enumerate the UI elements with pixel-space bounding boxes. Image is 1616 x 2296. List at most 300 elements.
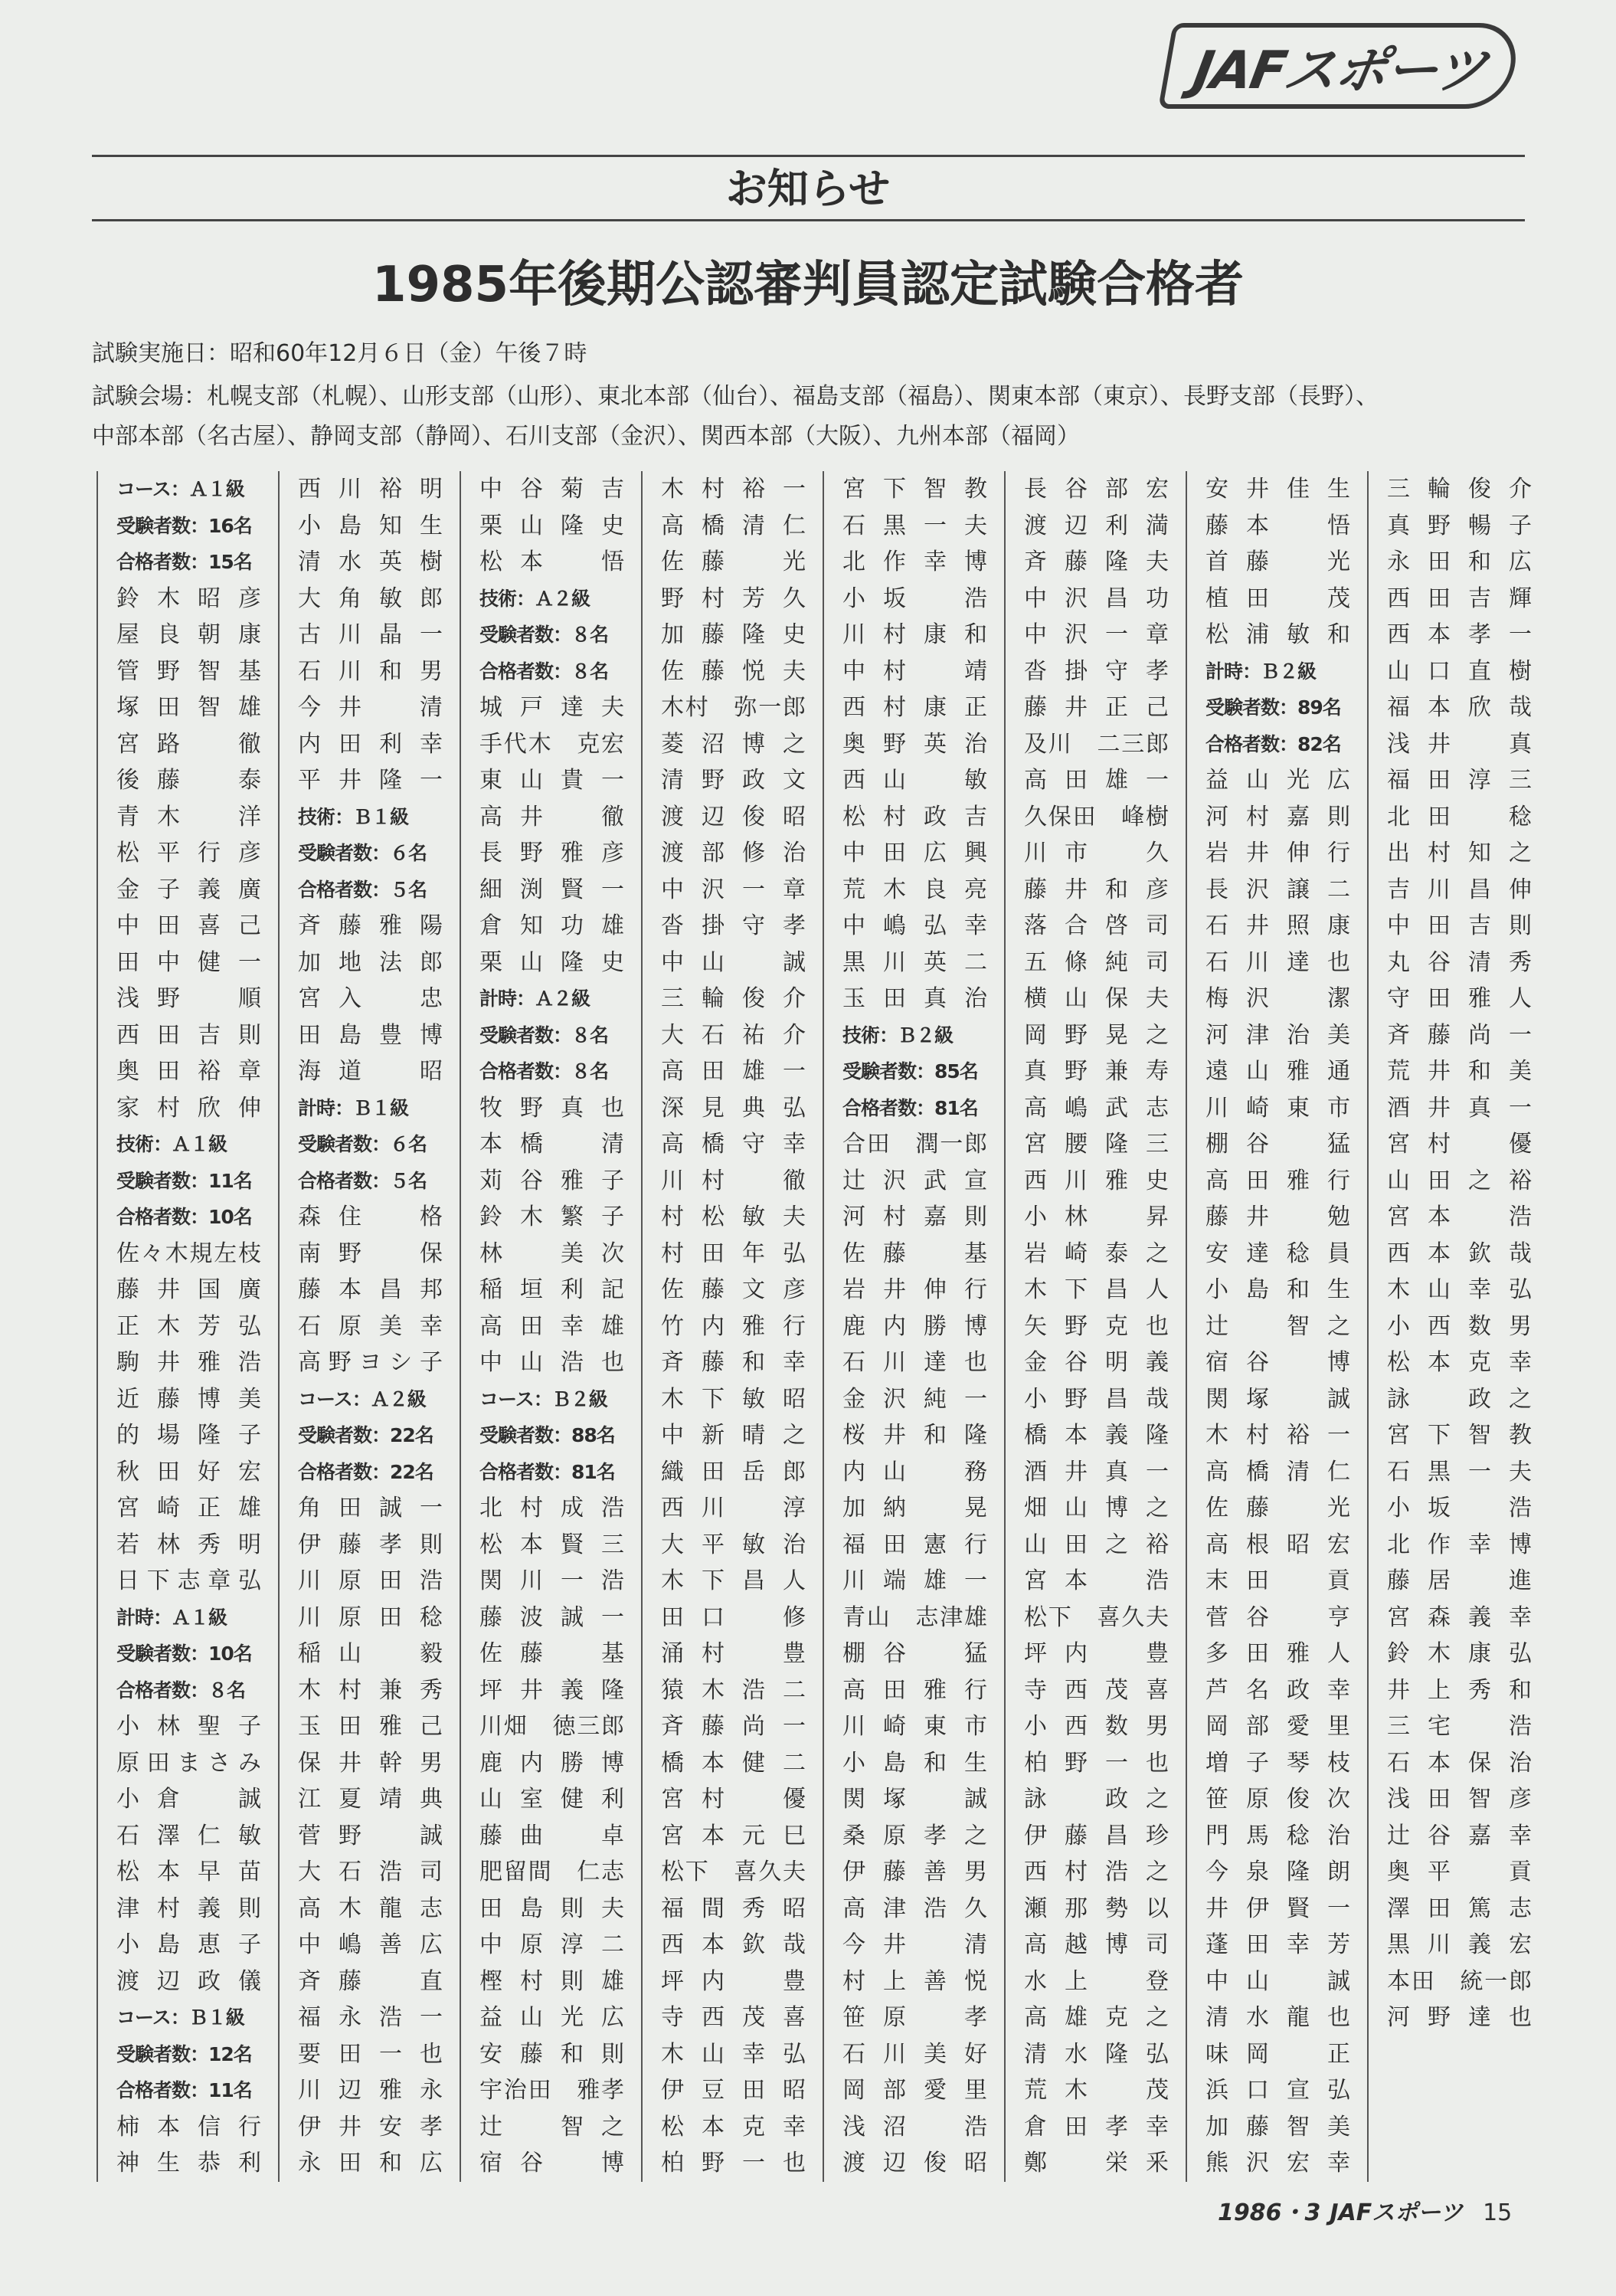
count-label: 合格者数：５名 [298, 878, 427, 901]
category-label: 計時：Ａ１級 [116, 1606, 227, 1629]
list-item: 末田 貢 [1205, 1567, 1350, 1594]
list-item: 中田吉則 [1387, 912, 1532, 939]
list-item: 松浦敏和 [1205, 621, 1350, 648]
name-column [1004, 471, 1186, 2182]
list-item: 中山 誠 [661, 948, 806, 976]
list-item: 山室健利 [479, 1786, 624, 1813]
list-item: 平井隆一 [298, 767, 443, 794]
list-item: 五條純司 [1024, 948, 1169, 976]
list-item: 屋良朝康 [116, 621, 261, 648]
list-item: 浜口宣弘 [1205, 2077, 1350, 2104]
list-item: 川崎東市 [1205, 1094, 1350, 1122]
category-label: 計時：Ｂ２級 [1205, 660, 1317, 683]
passer-list-table [97, 471, 1549, 2182]
list-item: 北田 稔 [1387, 803, 1532, 830]
list-item: 苅谷雅子 [479, 1167, 624, 1194]
list-item: 宮下智教 [842, 476, 987, 503]
list-item: 川村 徹 [661, 1167, 806, 1194]
list-item: 竹内雅行 [661, 1312, 806, 1340]
count-label: 合格者数：22名 [298, 1460, 433, 1483]
list-item: 真野暢子 [1387, 512, 1532, 539]
list-item: 井伊賢一 [1205, 1895, 1350, 1922]
list-item: 木下昌人 [661, 1567, 806, 1594]
list-item: 石本保治 [1387, 1749, 1532, 1777]
list-item: 水上 登 [1024, 1967, 1169, 1995]
list-item: 河野達也 [1387, 2004, 1532, 2031]
list-item: 荒木 茂 [1024, 2077, 1169, 2104]
count-label: 受験者数：16名 [116, 514, 252, 537]
list-item: 西川裕明 [298, 476, 443, 503]
category-label: 技術：Ａ１級 [116, 1133, 227, 1155]
list-item: 福永浩一 [298, 2004, 443, 2031]
list-item: 西本孝一 [1387, 621, 1532, 648]
list-item: 山口直樹 [1387, 657, 1532, 685]
name-column [1367, 471, 1549, 2182]
count-label: 合格者数：８名 [116, 1679, 246, 1702]
list-item: 梅沢 潔 [1205, 985, 1350, 1012]
list-item: 高田雄一 [1024, 767, 1169, 794]
count-label: 受験者数：８名 [479, 624, 609, 646]
list-item: 高田雅行 [842, 1676, 987, 1704]
list-item: 川原田浩 [298, 1567, 443, 1594]
count-label: 合格者数：15名 [116, 551, 252, 573]
list-item: 村田年弘 [661, 1240, 806, 1267]
list-item: 山田之裕 [1387, 1167, 1532, 1194]
list-item: 菅谷 亨 [1205, 1603, 1350, 1631]
list-item: 後藤 泰 [116, 767, 261, 794]
list-item: 斉藤和幸 [661, 1349, 806, 1376]
list-item: 玉田雅己 [298, 1713, 443, 1740]
list-item: 猿木浩二 [661, 1676, 806, 1704]
list-item: 倉知功雄 [479, 912, 624, 939]
list-item: 深見典弘 [661, 1094, 806, 1122]
list-item: 斉藤隆夫 [1024, 549, 1169, 575]
list-item: 中田喜己 [116, 912, 261, 939]
list-item: 川崎東市 [842, 1713, 987, 1740]
list-item: 西山 敏 [842, 767, 987, 794]
list-item: 岩井伸行 [842, 1276, 987, 1303]
list-item: 西川 淳 [661, 1495, 806, 1521]
list-item: 渡辺政儀 [116, 1967, 261, 1995]
list-item: 中村 靖 [842, 657, 987, 685]
magazine-name: JAFスポーツ [1330, 2199, 1464, 2226]
list-item: 坪内 豊 [1024, 1640, 1169, 1667]
list-item: 浅田智彦 [1387, 1786, 1532, 1813]
list-item: 近藤博美 [116, 1385, 261, 1413]
list-item: 佐藤悦夫 [661, 657, 806, 685]
list-item: 植田 茂 [1205, 585, 1350, 612]
list-item: 藤井和彦 [1024, 876, 1169, 903]
count-label: 受験者数：12名 [116, 2042, 252, 2065]
list-item: 高野ヨシ子 [298, 1349, 443, 1376]
list-item: 石井照康 [1205, 912, 1350, 939]
list-item: 伊藤孝則 [298, 1531, 443, 1558]
list-item: 小林聖子 [116, 1713, 261, 1740]
list-item: 石黒一夫 [1387, 1458, 1532, 1485]
list-item: 沓掛守孝 [661, 912, 806, 939]
list-item: 福間秀昭 [661, 1895, 806, 1922]
category-label: コース：Ｂ２級 [479, 1387, 607, 1410]
list-item: 加藤隆史 [661, 621, 806, 648]
list-item: 久保田 峰樹 [1024, 803, 1169, 830]
count-label: 合格者数：８名 [479, 660, 609, 683]
top-divider [92, 155, 1525, 157]
list-item: 宮崎正雄 [116, 1495, 261, 1521]
section-title: お知らせ [725, 165, 891, 213]
list-item: 浅野 順 [116, 985, 261, 1012]
list-item: 西本欽哉 [661, 1931, 806, 1958]
list-item: 東山貴一 [479, 767, 624, 794]
list-item: 中嶋弘幸 [842, 912, 987, 939]
list-item: 涌村 豊 [661, 1640, 806, 1667]
list-item: 西村浩之 [1024, 1859, 1169, 1885]
list-item: 藤本 悟 [1205, 512, 1350, 539]
name-column [97, 471, 278, 2182]
list-item: 藤波誠一 [479, 1603, 624, 1631]
list-item: 矢野克也 [1024, 1312, 1169, 1340]
list-item: 清水龍也 [1205, 2004, 1350, 2031]
list-item: 小野昌哉 [1024, 1385, 1169, 1413]
list-item: 坪井義隆 [479, 1676, 624, 1704]
list-item: 松本克幸 [661, 2113, 806, 2140]
list-item: 福田憲行 [842, 1531, 987, 1558]
list-item: 中田広興 [842, 840, 987, 866]
list-item: 石川和男 [298, 657, 443, 685]
list-item: 坪内 豊 [661, 1967, 806, 1995]
list-item: 藤井 勉 [1205, 1204, 1350, 1230]
list-item: 鈴木康弘 [1387, 1640, 1532, 1667]
list-item: 今井 清 [298, 694, 443, 721]
list-item: 松本 悟 [479, 549, 624, 575]
list-item: 北作幸博 [842, 549, 987, 575]
list-item: 大平敏治 [661, 1531, 806, 1558]
category-label: コース：Ａ２級 [298, 1387, 426, 1410]
list-item: 手代木 克宏 [479, 730, 624, 758]
list-item: 西本欽哉 [1387, 1240, 1532, 1267]
list-item: 高井 徹 [479, 803, 624, 830]
list-item: 木村兼秀 [298, 1676, 443, 1704]
list-item: 安藤和則 [479, 2040, 624, 2068]
list-item: 横山保夫 [1024, 985, 1169, 1012]
list-item: 加納 晃 [842, 1495, 987, 1521]
list-item: 橋本義隆 [1024, 1422, 1169, 1449]
section-divider [92, 219, 1525, 221]
list-item: 小島知生 [298, 512, 443, 539]
list-item: 関塚 誠 [1205, 1385, 1350, 1413]
list-item: 丸谷清秀 [1387, 948, 1532, 976]
list-item: 桜井和隆 [842, 1422, 987, 1449]
list-item: 稲山 毅 [298, 1640, 443, 1667]
name-column [823, 471, 1004, 2182]
list-item: 宮路 徹 [116, 730, 261, 758]
list-item: 岡部愛里 [1205, 1713, 1350, 1740]
list-item: 三輪俊介 [661, 985, 806, 1012]
list-item: 樫村則雄 [479, 1967, 624, 1995]
list-item: 中山 誠 [1205, 1967, 1350, 1995]
list-item: 小坂 浩 [842, 585, 987, 612]
list-item: 中原淳二 [479, 1931, 624, 1958]
list-item: 栗山隆史 [479, 512, 624, 539]
list-item: 辻 智之 [479, 2113, 624, 2140]
list-item: 橋本健二 [661, 1749, 806, 1777]
list-item: 渡辺俊昭 [842, 2150, 987, 2176]
list-item: 遠山雅通 [1205, 1058, 1350, 1085]
list-item: 岡野晃之 [1024, 1021, 1169, 1049]
count-label: 受験者数：６名 [298, 1133, 427, 1155]
count-label: 合格者数：81名 [479, 1460, 615, 1483]
list-item: 佐藤 光 [1205, 1495, 1350, 1521]
list-item: 永田和広 [298, 2150, 443, 2176]
list-item: 西川雅史 [1024, 1167, 1169, 1194]
list-item: 北作幸博 [1387, 1531, 1532, 1558]
list-item: 石原美幸 [298, 1312, 443, 1340]
list-item: 中新晴之 [661, 1422, 806, 1449]
list-item: 門馬稔治 [1205, 1822, 1350, 1849]
name-column [460, 471, 641, 2182]
list-item: 角田誠一 [298, 1495, 443, 1521]
list-item: 石川達也 [842, 1349, 987, 1376]
list-item: 木村 弥一郎 [661, 694, 806, 721]
list-item: 黒川義宏 [1387, 1931, 1532, 1958]
list-item: 吉川昌伸 [1387, 876, 1532, 903]
list-item: 加藤智美 [1205, 2113, 1350, 2140]
list-item: 森住 格 [298, 1204, 443, 1230]
list-item: 斉藤雅陽 [298, 912, 443, 939]
list-item: 関塚 誠 [842, 1786, 987, 1813]
list-item: 今井 清 [842, 1931, 987, 1958]
list-item: 村松敏夫 [661, 1204, 806, 1230]
count-label: 受験者数：22名 [298, 1424, 433, 1446]
category-label: 技術：Ｂ１級 [298, 805, 409, 828]
count-label: 受験者数：89名 [1205, 696, 1341, 719]
list-item: 寺西茂喜 [1024, 1676, 1169, 1704]
list-item: 畑山博之 [1024, 1495, 1169, 1521]
count-label: 合格者数：82名 [1205, 732, 1341, 755]
list-item: 松本賢三 [479, 1531, 624, 1558]
list-item: 三輪俊介 [1387, 476, 1532, 503]
list-item: 神生恭利 [116, 2150, 261, 2176]
logo-text: JAFスポーツ [1189, 40, 1490, 101]
list-item: 奥田裕章 [116, 1058, 261, 1085]
list-item: 及川 二三郎 [1024, 730, 1169, 758]
list-item: 織田岳郎 [661, 1458, 806, 1485]
list-item: 詠 政之 [1387, 1385, 1532, 1413]
list-item: 桑原孝之 [842, 1822, 987, 1849]
list-item: 小西数男 [1387, 1312, 1532, 1340]
list-item: 棚谷 猛 [842, 1640, 987, 1667]
list-item: 保井幹男 [298, 1749, 443, 1777]
list-item: 稲垣利記 [479, 1276, 624, 1303]
list-item: 笹原 孝 [842, 2004, 987, 2031]
list-item: 小西数男 [1024, 1713, 1169, 1740]
list-item: 木山幸弘 [1387, 1276, 1532, 1303]
list-item: 真野兼寿 [1024, 1058, 1169, 1085]
list-item: 合田 潤一郎 [842, 1131, 987, 1158]
list-item: 大角敏郎 [298, 585, 443, 612]
list-item: 高嶋武志 [1024, 1094, 1169, 1122]
list-item: 岩崎泰之 [1024, 1240, 1169, 1267]
list-item: 藤井国廣 [116, 1276, 261, 1303]
list-item: 木下昌人 [1024, 1276, 1169, 1303]
list-item: 野村芳久 [661, 585, 806, 612]
list-item: 斉藤 直 [298, 1967, 443, 1995]
list-item: 荒井和美 [1387, 1058, 1532, 1085]
category-label: 計時：Ａ２級 [479, 988, 590, 1010]
list-item: 小島恵子 [116, 1931, 261, 1958]
list-item: 清水英樹 [298, 549, 443, 575]
list-item: 寺西茂喜 [661, 2004, 806, 2031]
list-item: 金子義廣 [116, 876, 261, 903]
list-item: 辻沢武宣 [842, 1167, 987, 1194]
count-label: 合格者数：５名 [298, 1169, 427, 1192]
list-item: 小林 昇 [1024, 1204, 1169, 1230]
jaf-sports-logo [1158, 23, 1523, 109]
list-item: 安達稔員 [1205, 1240, 1350, 1267]
list-item: 田島豊博 [298, 1021, 443, 1049]
list-item: 川畑 徳三郎 [479, 1713, 624, 1740]
list-item: 高田雅行 [1205, 1167, 1350, 1194]
list-item: 宮本 浩 [1024, 1567, 1169, 1594]
list-item: 酒井真一 [1387, 1094, 1532, 1122]
list-item: 城戸達夫 [479, 694, 624, 721]
list-item: 沓掛守孝 [1024, 657, 1169, 685]
list-item: 菅野 誠 [298, 1822, 443, 1849]
list-item: 渡辺俊昭 [661, 803, 806, 830]
list-item: 管野智基 [116, 657, 261, 685]
list-item: 高雄克之 [1024, 2004, 1169, 2031]
list-item: 大石浩司 [298, 1859, 443, 1885]
list-item: 河村嘉則 [1205, 803, 1350, 830]
list-item: 村上善悦 [842, 1967, 987, 1995]
list-item: 正木芳弘 [116, 1312, 261, 1340]
list-item: 渡部修治 [661, 840, 806, 866]
list-item: 棚谷 猛 [1205, 1131, 1350, 1158]
list-item: 宮本元巳 [661, 1822, 806, 1849]
count-label: 受験者数：８名 [479, 1024, 609, 1046]
list-item: 木下敏昭 [661, 1385, 806, 1413]
list-item: 佐藤 基 [842, 1240, 987, 1267]
list-item: 荒木良亮 [842, 876, 987, 903]
list-item: 石澤仁敏 [116, 1822, 261, 1849]
list-item: 瀬那勢以 [1024, 1895, 1169, 1922]
list-item: 南野 保 [298, 1240, 443, 1267]
list-item: 木山幸弘 [661, 2040, 806, 2068]
list-item: 松村政吉 [842, 803, 987, 830]
list-item: 原田まさみ [116, 1749, 261, 1777]
list-item: 駒井雅浩 [116, 1349, 261, 1376]
name-column [1186, 471, 1367, 2182]
list-item: 奥平 貢 [1387, 1859, 1532, 1885]
list-item: 木村裕一 [1205, 1422, 1350, 1449]
list-item: 鹿内勝博 [842, 1312, 987, 1340]
list-item: 笹原俊次 [1205, 1786, 1350, 1813]
list-item: 加地法郎 [298, 948, 443, 976]
exam-venue-line-continued: 中部本部（名古屋）、静岡支部（静岡）、石川支部（金沢）、関西本部（大阪）、九州本部（福岡） [92, 423, 1080, 450]
list-item: 宇治田 雅孝 [479, 2077, 624, 2104]
list-item: 川市 久 [1024, 840, 1169, 866]
list-item: 斉藤尚一 [661, 1713, 806, 1740]
list-item: 秋田好宏 [116, 1458, 261, 1485]
page-number: 15 [1483, 2199, 1513, 2226]
list-item: 中谷菊吉 [479, 476, 624, 503]
list-item: 宿谷 博 [1205, 1349, 1350, 1376]
list-item: 川端雄一 [842, 1567, 987, 1594]
list-item: 増子琴枝 [1205, 1749, 1350, 1777]
list-item: 石川美好 [842, 2040, 987, 2068]
list-item: 鈴木昭彦 [116, 585, 261, 612]
list-item: 伊藤昌珍 [1024, 1822, 1169, 1849]
list-item: 長沢譲二 [1205, 876, 1350, 903]
list-item: 的場隆子 [116, 1422, 261, 1449]
list-item: 福本欣哉 [1387, 694, 1532, 721]
list-item: 宮本 浩 [1387, 1204, 1532, 1230]
list-item: 蓬田幸芳 [1205, 1931, 1350, 1958]
list-item: 藤井正己 [1024, 694, 1169, 721]
list-item: 佐藤文彦 [661, 1276, 806, 1303]
list-item: 木村裕一 [661, 476, 806, 503]
list-item: 川辺雅永 [298, 2077, 443, 2104]
category-label: コース：Ａ１級 [116, 478, 244, 500]
list-item: 小島和生 [842, 1749, 987, 1777]
exam-venue-line: 試験会場：札幌支部（札幌）、山形支部（山形）、東北本部（仙台）、福島支部（福島）、関東本部（東京）、長野支部（長野）、 [92, 383, 1379, 410]
list-item: 塚田智雄 [116, 694, 261, 721]
list-item: 西田吉輝 [1387, 585, 1532, 612]
list-item: 宮下智教 [1387, 1422, 1532, 1449]
list-item: 北村成浩 [479, 1495, 624, 1521]
list-item: 宮入 忠 [298, 985, 443, 1012]
list-item: 柏野一也 [1024, 1749, 1169, 1777]
list-item: 鹿内勝博 [479, 1749, 624, 1777]
list-item: 益山光広 [1205, 767, 1350, 794]
list-item: 林 美次 [479, 1240, 624, 1267]
list-item: 青山 志津雄 [842, 1603, 987, 1631]
list-item: 中嶋善広 [298, 1931, 443, 1958]
list-item: 永田和広 [1387, 549, 1532, 575]
list-item: 長谷部宏 [1024, 476, 1169, 503]
count-label: 受験者数：11名 [116, 1169, 252, 1192]
list-item: 高根昭宏 [1205, 1531, 1350, 1558]
list-item: 日下志章弘 [116, 1567, 261, 1594]
list-item: 柿本信行 [116, 2113, 261, 2140]
page-footer [1218, 2197, 1524, 2229]
count-label: 受験者数：10名 [116, 1643, 252, 1665]
list-item: 田中健一 [116, 948, 261, 976]
list-item: 高田雄一 [661, 1058, 806, 1085]
list-item: 中山浩也 [479, 1349, 624, 1376]
list-item: 益山光広 [479, 2004, 624, 2031]
list-item: 高橋清仁 [661, 512, 806, 539]
list-item: 詠 政之 [1024, 1786, 1169, 1813]
list-item: 岡部愛里 [842, 2077, 987, 2104]
list-item: 伊井安孝 [298, 2113, 443, 2140]
list-item: 澤田篤志 [1387, 1895, 1532, 1922]
list-item: 内田利幸 [298, 730, 443, 758]
list-item: 要田一也 [298, 2040, 443, 2068]
list-item: 味岡 正 [1205, 2040, 1350, 2068]
list-item: 宮村 優 [661, 1786, 806, 1813]
list-item: 栗山隆史 [479, 948, 624, 976]
list-item: 出村知之 [1387, 840, 1532, 866]
list-item: 田口 修 [661, 1603, 806, 1631]
list-item: 藤居 進 [1387, 1567, 1532, 1594]
list-item: 西村康正 [842, 694, 987, 721]
list-item: 中沢一章 [1024, 621, 1169, 648]
list-item: 浅沼 浩 [842, 2113, 987, 2140]
list-item: 三宅 浩 [1387, 1713, 1532, 1740]
list-item: 伊豆田昭 [661, 2077, 806, 2104]
list-item: 石黒一夫 [842, 512, 987, 539]
list-item: 若林秀明 [116, 1531, 261, 1558]
